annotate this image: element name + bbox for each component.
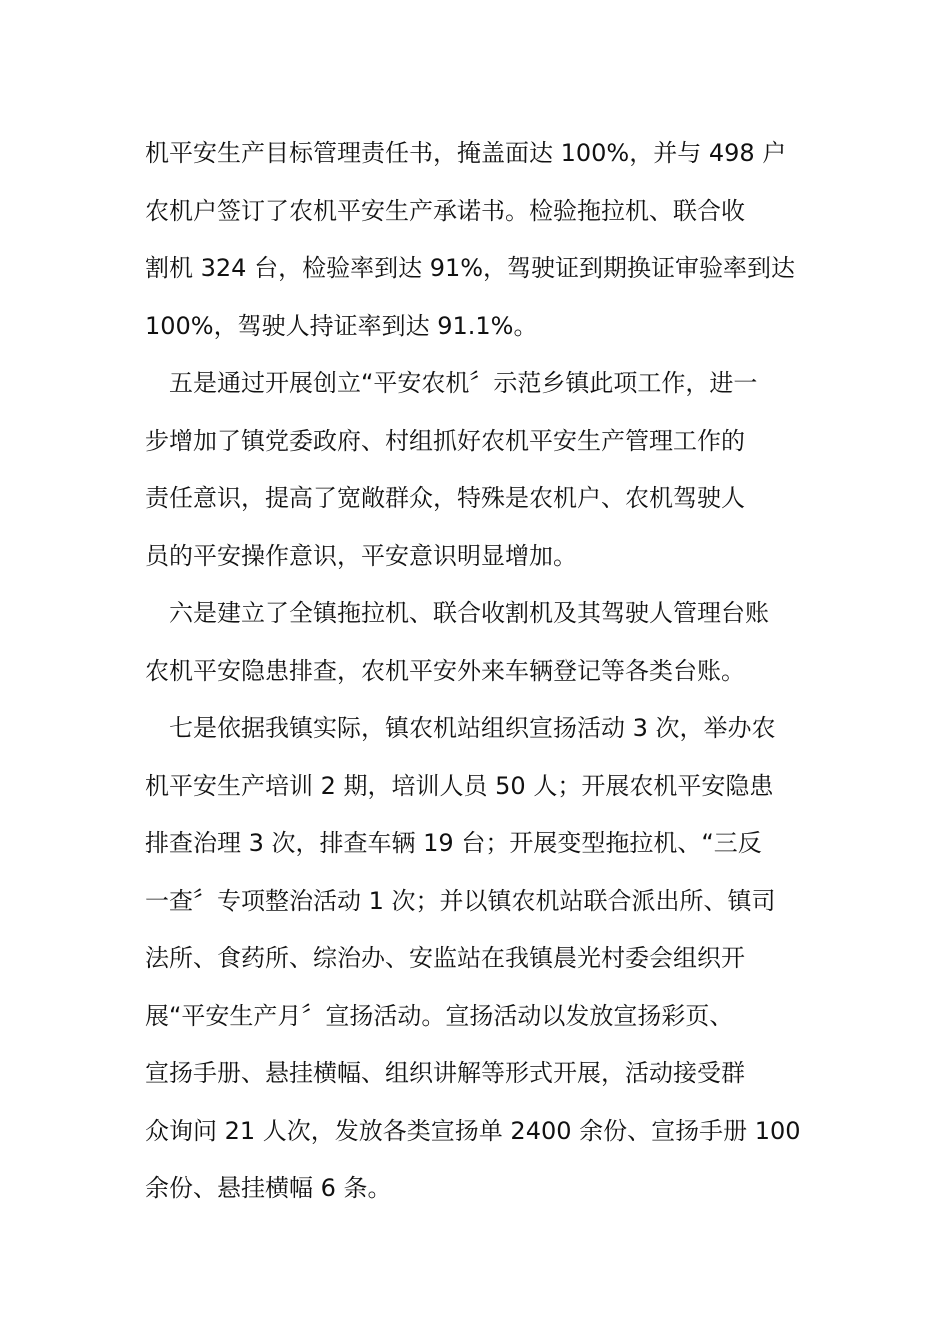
- paragraph-line: 一查〞专项整治活动 1 次；并以镇农机站联合派出所、镇司: [145, 886, 776, 915]
- paragraph-line: 法所、食药所、综治办、安监站在我镇晨光村委会组织开: [145, 944, 745, 972]
- paragraph-line: 宣扬手册、悬挂横幅、组织讲解等形式开展，活动接受群: [145, 1059, 745, 1087]
- paragraph-line: 员的平安操作意识，平安意识明显增加。: [145, 541, 577, 570]
- paragraph-line: 七是依据我镇实际，镇农机站组织宣扬活动 3 次，举办农: [169, 714, 776, 742]
- paragraph-point-five: [145, 355, 810, 585]
- paragraph-line: 割机 324 台，检验率到达 91%，驾驶证到期换证审验率到达: [145, 254, 796, 282]
- paragraph-line: 排查治理 3 次，排查车辆 19 台；开展变型拖拉机、“三反: [145, 829, 762, 857]
- paragraph-line: 机平安生产目标管理责任书，掩盖面达 100%，并与 498 户: [145, 139, 787, 167]
- paragraph-line: 机平安生产培训 2 期，培训人员 50 人；开展农机平安隐患: [145, 771, 774, 800]
- paragraph-line: 六是建立了全镇拖拉机、联合收割机及其驾驶人管理台账: [169, 599, 769, 627]
- paragraph-continued-stats: [145, 125, 810, 355]
- paragraph-point-seven: [145, 700, 810, 1218]
- paragraph-line: 100%，驾驶人持证率到达 91.1%。: [145, 311, 538, 340]
- paragraph-line: 余份、悬挂横幅 6 条。: [145, 1174, 392, 1202]
- paragraph-line: 步增加了镇党委政府、村组抓好农机平安生产管理工作的: [145, 426, 745, 455]
- paragraph-point-six: [145, 585, 810, 700]
- paragraph-line: 责任意识，提高了宽敞群众，特殊是农机户、农机驾驶人: [145, 484, 745, 512]
- paragraph-line: 五是通过开展创立“平安农机〞示范乡镇此项工作，进一: [169, 369, 758, 397]
- paragraph-line: 展“平安生产月〞宣扬活动。宣扬活动以发放宣扬彩页、: [145, 1001, 734, 1030]
- paragraph-line: 众询问 21 人次，发放各类宣扬单 2400 余份、宣扬手册 100: [145, 1116, 801, 1145]
- paragraph-line: 农机户签订了农机平安生产承诺书。检验拖拉机、联合收: [145, 196, 745, 225]
- paragraph-line: 农机平安隐患排查，农机平安外来车辆登记等各类台账。: [145, 656, 745, 685]
- document-body: [145, 125, 810, 1218]
